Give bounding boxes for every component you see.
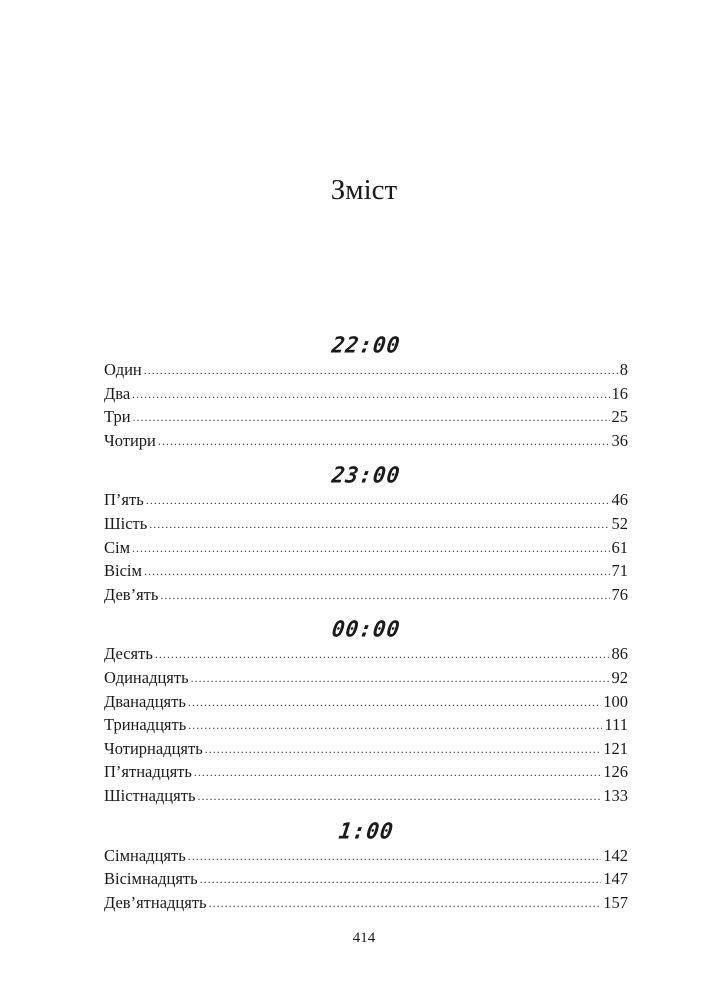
toc-entry-title: Два bbox=[104, 383, 131, 403]
section-time-label: 22:00 bbox=[330, 332, 402, 358]
toc-entry-page: 61 bbox=[611, 537, 628, 557]
page-number: 414 bbox=[352, 930, 376, 946]
toc-entry-page: 157 bbox=[603, 892, 628, 912]
toc-section bbox=[104, 322, 628, 452]
toc-entry-title: Сім bbox=[104, 537, 131, 557]
toc-entry-page: 121 bbox=[603, 738, 628, 758]
toc-entry[interactable] bbox=[104, 713, 628, 737]
dot-leader bbox=[146, 489, 610, 513]
dot-leader bbox=[158, 430, 610, 454]
toc-entry-page: 46 bbox=[611, 490, 628, 510]
toc-entry[interactable] bbox=[104, 559, 628, 583]
toc-entry-page: 147 bbox=[603, 869, 628, 889]
toc-entry-title: Дев’ять bbox=[104, 584, 159, 604]
toc-entry[interactable] bbox=[104, 405, 628, 429]
toc-entry-title: Одинадцять bbox=[104, 667, 189, 687]
toc-entry-page: 100 bbox=[603, 691, 628, 711]
toc-entry-page: 142 bbox=[603, 845, 628, 865]
toc-entry-title: Чотири bbox=[104, 430, 156, 450]
toc-section bbox=[104, 452, 628, 606]
toc-entry-page: 52 bbox=[611, 513, 628, 533]
section-time-heading bbox=[104, 606, 628, 642]
toc-entry-page: 111 bbox=[604, 715, 628, 735]
section-time-heading bbox=[104, 808, 628, 844]
toc-entry-title: Один bbox=[104, 360, 142, 379]
toc-section bbox=[104, 808, 628, 915]
section-time-label: 23:00 bbox=[330, 462, 402, 488]
toc-entry[interactable] bbox=[104, 784, 628, 808]
toc-entry[interactable] bbox=[104, 642, 628, 666]
toc-entry[interactable] bbox=[104, 844, 628, 868]
toc-entry-title: Вісім bbox=[104, 561, 142, 581]
toc-entry-title: Шість bbox=[104, 513, 148, 533]
toc-entry[interactable] bbox=[104, 358, 628, 382]
toc-entry[interactable] bbox=[104, 666, 628, 690]
dot-leader bbox=[194, 761, 601, 785]
toc-entry[interactable] bbox=[104, 583, 628, 607]
toc-entry[interactable] bbox=[104, 382, 628, 406]
toc-entry-page: 133 bbox=[603, 785, 628, 805]
toc-entry-page: 86 bbox=[611, 644, 628, 664]
toc-entry[interactable] bbox=[104, 867, 628, 891]
toc-entry-title: Три bbox=[104, 407, 131, 427]
toc-entry[interactable] bbox=[104, 429, 628, 453]
dot-leader bbox=[205, 738, 601, 762]
dot-leader bbox=[197, 785, 601, 809]
toc-entry-page: 8 bbox=[619, 360, 628, 379]
toc-entry[interactable] bbox=[104, 536, 628, 560]
dot-leader bbox=[144, 359, 618, 383]
section-time-heading bbox=[104, 322, 628, 358]
toc-entry[interactable] bbox=[104, 737, 628, 761]
toc-entry-title: Дванадцять bbox=[104, 691, 186, 711]
dot-leader bbox=[188, 845, 602, 869]
table-of-contents bbox=[104, 322, 628, 914]
toc-entry-title: Дев’ятнадцять bbox=[104, 892, 207, 912]
dot-leader bbox=[188, 714, 602, 738]
dot-leader bbox=[144, 560, 610, 584]
dot-leader bbox=[133, 406, 610, 430]
toc-entry-page: 25 bbox=[611, 407, 628, 427]
toc-section bbox=[104, 606, 628, 807]
toc-entry-title: Чотирнадцять bbox=[104, 738, 203, 758]
dot-leader bbox=[160, 584, 609, 608]
toc-entry-page: 36 bbox=[611, 430, 628, 450]
toc-entry[interactable] bbox=[104, 760, 628, 784]
dot-leader bbox=[149, 513, 609, 537]
toc-entry-title: П’ятнадцять bbox=[104, 762, 192, 782]
section-time-label: 00:00 bbox=[330, 616, 402, 642]
toc-entry-title: Сімнадцять bbox=[104, 845, 186, 865]
toc-entry-page: 126 bbox=[603, 762, 628, 782]
section-time-label: 1:00 bbox=[337, 817, 396, 844]
toc-entry[interactable] bbox=[104, 512, 628, 536]
toc-entry[interactable] bbox=[104, 488, 628, 512]
dot-leader bbox=[155, 643, 610, 667]
dot-leader bbox=[188, 691, 601, 715]
toc-entry-title: Тринадцять bbox=[104, 715, 187, 735]
toc-entry-page: 76 bbox=[611, 584, 628, 604]
toc-entry-page: 16 bbox=[611, 383, 628, 403]
dot-leader bbox=[200, 868, 602, 892]
dot-leader bbox=[191, 667, 610, 691]
section-time-heading bbox=[104, 452, 628, 488]
page-title: Зміст bbox=[330, 174, 398, 206]
toc-entry[interactable] bbox=[104, 891, 628, 915]
toc-entry-title: Шістнадцять bbox=[104, 785, 196, 805]
toc-entry[interactable] bbox=[104, 690, 628, 714]
dot-leader bbox=[209, 892, 602, 916]
toc-entry-page: 92 bbox=[611, 667, 628, 687]
dot-leader bbox=[132, 537, 609, 561]
toc-entry-title: Десять bbox=[104, 644, 153, 664]
toc-entry-title: П’ять bbox=[104, 490, 144, 510]
toc-entry-page: 71 bbox=[611, 561, 628, 581]
dot-leader bbox=[132, 383, 609, 407]
toc-entry-title: Вісімнадцять bbox=[104, 869, 198, 889]
